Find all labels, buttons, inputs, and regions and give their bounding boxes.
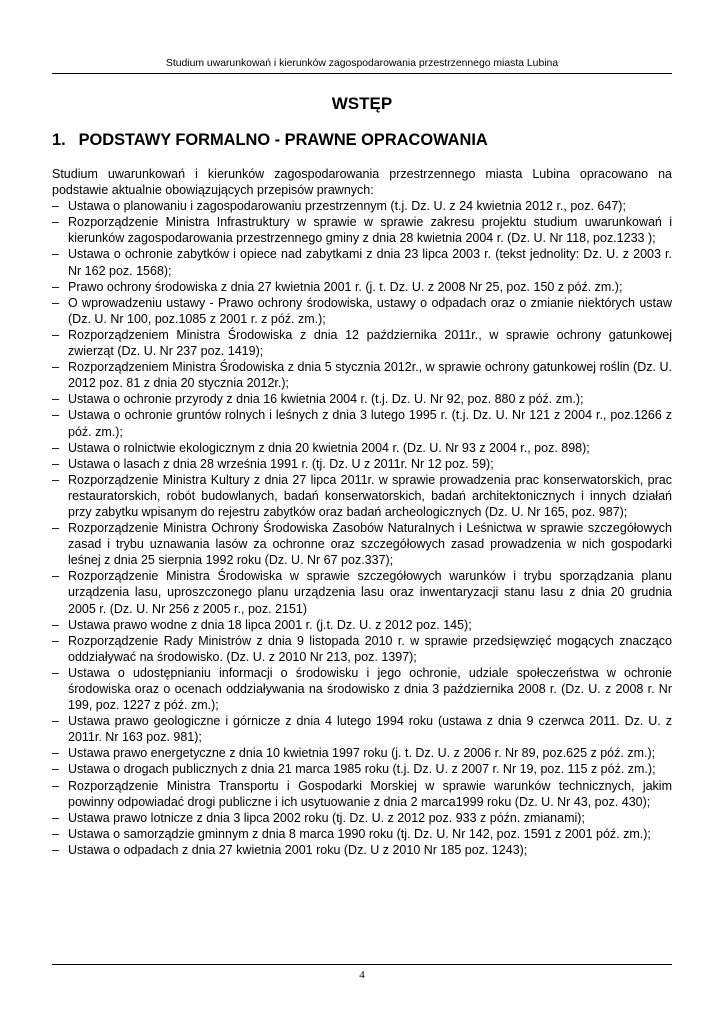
- list-item: [52, 359, 672, 391]
- dash-bullet: –: [52, 360, 59, 375]
- list-item: [52, 665, 672, 713]
- dash-bullet: –: [52, 215, 59, 230]
- dash-bullet: –: [52, 665, 59, 680]
- list-item-text: Ustawa prawo lotnicze z dnia 3 lipca 2002 roku (tj. Dz. U. z 2012 poz. 933 z późn. zmianami);: [68, 810, 585, 825]
- list-item: [52, 617, 672, 633]
- dash-bullet: –: [52, 295, 59, 310]
- list-item: [52, 246, 672, 278]
- list-item: [52, 391, 672, 407]
- running-header: Studium uwarunkowań i kierunków zagospodarowania przestrzennego miasta Lubina: [165, 58, 559, 69]
- list-item-text: Ustawa prawo geologiczne i górnicze z dnia 4 lutego 1994 roku (ustawa z dnia 9 czerwca 2011. Dz. U. z 2011r. Nr 163 poz. 981);: [68, 714, 672, 745]
- dash-bullet: –: [52, 746, 59, 761]
- dash-bullet: –: [52, 633, 59, 648]
- intro-heading: WSTĘP: [331, 94, 393, 113]
- list-item-text: Rozporządzenie Ministra Ochrony Środowiska Zasobów Naturalnych i Leśnictwa w sprawie szczegółowych zasad i trybu uznawania lasów za ochronne oraz szczegółowych zasad prowadzenia w nich gospodarki leśnej z dnia 25 sierpnia 1992 roku (Dz. U. Nr 67 poz.337);: [68, 521, 672, 568]
- footer-divider: [52, 964, 672, 965]
- list-item-text: Ustawa o ochronie gruntów rolnych i leśnych z dnia 3 lutego 1995 r. (t.j. Dz. U. Nr 121 z 2004 r., poz.1266 z póź. zm.);: [68, 408, 672, 439]
- list-item: [52, 198, 672, 214]
- dash-bullet: –: [52, 826, 59, 841]
- list-item-text: Ustawa o lasach z dnia 28 września 1991 r. (tj. Dz. U z 2011r. Nr 12 poz. 59);: [68, 456, 494, 471]
- list-item-text: Prawo ochrony środowiska z dnia 27 kwietnia 2001 r. (j. t. Dz. U. z 2008 Nr 25, poz. 150 z póź. zm.);: [68, 279, 623, 294]
- list-item-text: Ustawa prawo energetyczne z dnia 10 kwietnia 1997 roku (j. t. Dz. U. z 2006 r. Nr 89, poz.625 z póź. zm.);: [68, 746, 656, 761]
- dash-bullet: –: [52, 327, 59, 342]
- section-number: 1.: [52, 131, 66, 149]
- list-item: [52, 295, 672, 327]
- list-item-text: Ustawa o odpadach z dnia 27 kwietnia 2001 roku (Dz. U z 2010 Nr 185 poz. 1243);: [68, 842, 528, 857]
- list-item-text: Rozporządzeniem Ministra Środowiska z dnia 12 października 2011r., w sprawie ochrony gatunkowej zwierząt (Dz. U. Nr 237 poz. 1419);: [68, 327, 672, 359]
- dash-bullet: –: [52, 456, 59, 471]
- legal-basis-list: [52, 198, 672, 858]
- header-divider: [52, 73, 672, 74]
- list-item: [52, 456, 672, 472]
- list-item: [52, 568, 672, 616]
- list-item: [52, 810, 672, 826]
- list-item: [52, 520, 672, 568]
- list-item: [52, 826, 672, 842]
- list-item: [52, 633, 672, 665]
- list-item-text: Rozporządzenie Rady Ministrów z dnia 9 listopada 2010 r. w sprawie przedsięwzięć mogących znacząco oddziaływać na środowisko. (Dz. U. z 2010 Nr 213, poz. 1397);: [68, 633, 672, 664]
- dash-bullet: –: [52, 762, 59, 777]
- list-item: [52, 472, 672, 520]
- list-item-text: Rozporządzenie Ministra Transportu i Gospodarki Morskiej w sprawie warunków technicznych, jakim powinny odpowiadać drogi publiczne i ich usytuowanie z dnia 2 marca1999 roku (Dz. U. Nr 43, poz. 430);: [68, 778, 672, 809]
- list-item-text: Ustawa o rolnictwie ekologicznym z dnia 20 kwietnia 2004 r. (Dz. U. Nr 93 z 2004 r., poz. 898);: [68, 440, 590, 455]
- list-item-text: O wprowadzeniu ustawy - Prawo ochrony środowiska, ustawy o odpadach oraz o zmianie niektórych ustaw (Dz. U. Nr 100, poz.1085 z 2001 r. z póź. zm.);: [68, 295, 672, 326]
- list-item: [52, 778, 672, 810]
- list-item-text: Ustawa o drogach publicznych z dnia 21 marca 1985 roku (t.j. Dz. U. z 2007 r. Nr 19, poz. 115 z póź. zm.);: [68, 762, 656, 777]
- document-body: [52, 166, 672, 858]
- dash-bullet: –: [52, 199, 59, 214]
- list-item-text: Ustawa o planowaniu i zagospodarowaniu przestrzennym (t.j. Dz. U. z 24 kwietnia 2012 r., poz. 647);: [68, 199, 626, 214]
- dash-bullet: –: [52, 247, 59, 262]
- dash-bullet: –: [52, 521, 59, 536]
- dash-bullet: –: [52, 842, 59, 857]
- dash-bullet: –: [52, 778, 59, 793]
- dash-bullet: –: [52, 408, 59, 423]
- intro-paragraph: Studium uwarunkowań i kierunków zagospodarowania przestrzennego miasta Lubina opracowano na podstawie aktualnie obowiązujących przepisów prawnych:: [52, 167, 672, 198]
- list-item-text: Rozporządzenie Ministra Kultury z dnia 27 lipca 2011r. w sprawie prowadzenia prac konserwatorskich, prac restauratorskich, robót budowlanych, badań konserwatorskich, badań architektonicznych i innych działań przy zabytku wpisanym do rejestru zabytków oraz badań archeologicznych (Dz. U. Nr 165, poz. 987);: [68, 472, 672, 519]
- dash-bullet: –: [52, 472, 59, 487]
- dash-bullet: –: [52, 810, 59, 825]
- list-item: [52, 327, 672, 359]
- section-heading: [52, 130, 672, 150]
- list-item-text: Rozporządzeniem Ministra Środowiska z dnia 5 stycznia 2012r., w sprawie ochrony gatunkowej roślin (Dz. U. 2012 poz. 81 z dnia 20 stycznia 2012r.);: [68, 360, 672, 391]
- dash-bullet: –: [52, 392, 59, 407]
- list-item: [52, 761, 672, 777]
- list-item-text: Rozporządzenie Ministra Infrastruktury w sprawie w sprawie zakresu projektu studium uwarunkowań i kierunków zagospodarowania przestrzennego gminy z dnia 28 kwietnia 2004 r. (Dz. U. Nr 118, poz.1233 );: [68, 215, 672, 246]
- list-item-text: Ustawa prawo wodne z dnia 18 lipca 2001 r. (j.t. Dz. U. z 2012 poz. 145);: [68, 617, 472, 632]
- list-item-text: Ustawa o samorządzie gminnym z dnia 8 marca 1990 roku (tj. Dz. U. Nr 142, poz. 1591 z 2001 póź. zm.);: [68, 826, 651, 841]
- dash-bullet: –: [52, 279, 59, 294]
- list-item: [52, 745, 672, 761]
- list-item: [52, 407, 672, 439]
- dash-bullet: –: [52, 714, 59, 729]
- list-item: [52, 214, 672, 246]
- list-item: [52, 279, 672, 295]
- list-item-text: Ustawa o ochronie zabytków i opiece nad zabytkami z dnia 23 lipca 2003 r. (tekst jednolity: Dz. U. z 2003 r. Nr 162 poz. 1568);: [68, 247, 672, 278]
- list-item: [52, 713, 672, 745]
- list-item: [52, 440, 672, 456]
- page-number: 4: [359, 969, 365, 981]
- section-title: PODSTAWY FORMALNO - PRAWNE OPRACOWANIA: [78, 131, 488, 149]
- list-item: [52, 842, 672, 858]
- dash-bullet: –: [52, 617, 59, 632]
- dash-bullet: –: [52, 569, 59, 584]
- list-item-text: Rozporządzenie Ministra Środowiska w sprawie szczegółowych warunków i trybu sporządzania planu urządzenia lasu, uproszczonego planu urządzenia lasu oraz inwentaryzacji stanu lasu z dnia 20 grudnia 2005 r. (Dz. U. Nr 256 z 2005 r., poz. 2151): [68, 569, 672, 616]
- list-item-text: Ustawa o udostępnianiu informacji o środowisku i jego ochronie, udziale społeczeństwa w ochronie środowiska oraz o ocenach oddziaływania na środowisko z dnia 3 października 2008 r. (Dz. U. z 2008 r. Nr 199, poz. 1227 z póź. zm.);: [68, 665, 672, 713]
- dash-bullet: –: [52, 440, 59, 455]
- list-item-text: Ustawa o ochronie przyrody z dnia 16 kwietnia 2004 r. (t.j. Dz. U. Nr 92, poz. 880 z póź. zm.);: [68, 392, 584, 407]
